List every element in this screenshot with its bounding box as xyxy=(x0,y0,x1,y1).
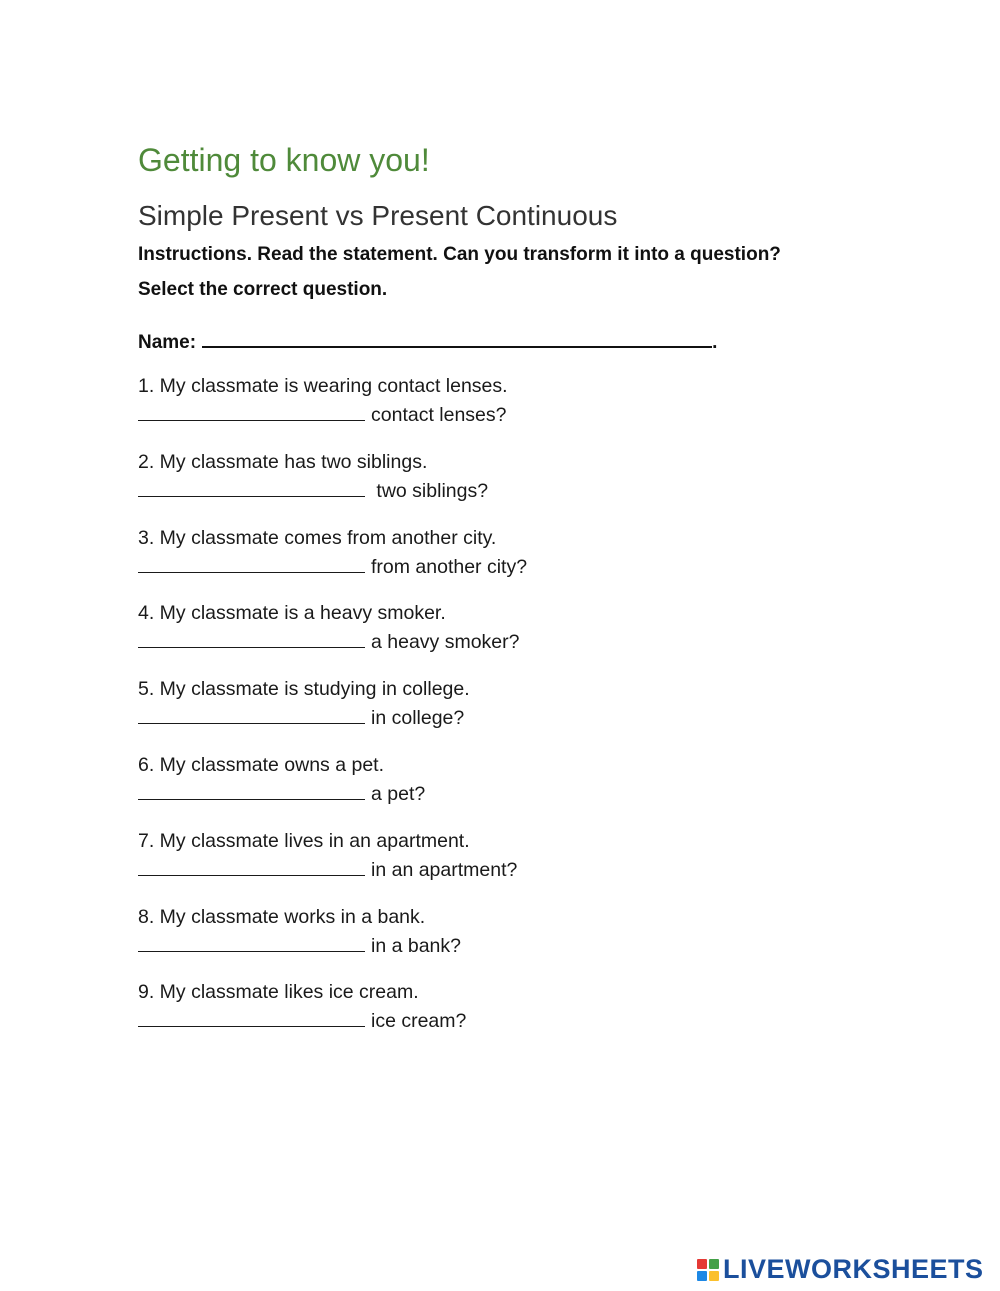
question-answer-row xyxy=(138,400,898,429)
question-answer-row xyxy=(138,855,898,884)
liveworksheets-blocks-icon xyxy=(697,1259,719,1281)
question-list xyxy=(138,372,898,1054)
answer-blank[interactable] xyxy=(138,855,365,876)
liveworksheets-logo xyxy=(697,1254,984,1285)
question-ending: in college? xyxy=(371,707,465,730)
answer-blank[interactable] xyxy=(138,476,365,497)
name-field-row xyxy=(138,326,717,354)
question-ending: two siblings? xyxy=(371,479,489,502)
question-ending: contact lenses? xyxy=(371,404,507,426)
question-answer-row xyxy=(138,703,898,732)
question-statement: 4. My classmate is a heavy smoker. xyxy=(138,602,446,625)
question-statement: 3. My classmate comes from another city. xyxy=(138,526,497,549)
question-item xyxy=(138,827,898,903)
question-statement: 9. My classmate likes ice cream. xyxy=(138,981,419,1004)
question-ending: ice cream? xyxy=(371,1010,467,1033)
logo-block xyxy=(709,1271,719,1281)
logo-wordmark: LIVEWORKSHEETS xyxy=(723,1254,984,1284)
question-statement: 8. My classmate works in a bank. xyxy=(138,905,426,928)
question-answer-row xyxy=(138,552,898,581)
logo-block xyxy=(697,1271,707,1281)
question-ending: a heavy smoker? xyxy=(371,631,520,654)
worksheet-subtitle: Simple Present vs Present Continuous xyxy=(138,200,618,231)
name-label: Name: xyxy=(138,332,197,353)
question-statement: 1. My classmate is wearing contact lenses. xyxy=(138,375,508,397)
question-ending: a pet? xyxy=(371,782,426,805)
question-statement: 6. My classmate owns a pet. xyxy=(138,753,385,776)
question-item xyxy=(138,751,898,827)
worksheet-title: Getting to know you! xyxy=(138,142,430,178)
answer-blank[interactable] xyxy=(138,552,365,573)
question-item xyxy=(138,372,898,448)
answer-blank[interactable] xyxy=(138,627,365,648)
name-input-blank[interactable] xyxy=(202,326,712,348)
question-item xyxy=(138,524,898,600)
question-ending: in a bank? xyxy=(371,934,461,957)
question-answer-row xyxy=(138,931,898,960)
logo-block xyxy=(697,1259,707,1269)
question-item xyxy=(138,978,898,1054)
question-item xyxy=(138,903,898,979)
answer-blank[interactable] xyxy=(138,1006,365,1027)
question-answer-row xyxy=(138,476,898,505)
question-answer-row xyxy=(138,779,898,808)
logo-block xyxy=(709,1259,719,1269)
answer-blank[interactable] xyxy=(138,779,365,800)
answer-blank[interactable] xyxy=(138,400,365,421)
name-end-period: . xyxy=(712,332,718,353)
question-item xyxy=(138,448,898,524)
question-item xyxy=(138,675,898,751)
question-answer-row xyxy=(138,1006,898,1035)
question-answer-row xyxy=(138,627,898,656)
question-ending: in an apartment? xyxy=(371,858,518,881)
question-statement: 5. My classmate is studying in college. xyxy=(138,678,470,701)
question-ending: from another city? xyxy=(371,555,528,578)
answer-blank[interactable] xyxy=(138,931,365,952)
instructions-line-2: Select the correct question. xyxy=(138,279,388,300)
question-statement: 2. My classmate has two siblings. xyxy=(138,450,428,473)
answer-blank[interactable] xyxy=(138,703,365,724)
instructions-line-1: Instructions. Read the statement. Can you transform it into a question? xyxy=(138,244,781,265)
question-item xyxy=(138,599,898,675)
question-statement: 7. My classmate lives in an apartment. xyxy=(138,829,470,852)
